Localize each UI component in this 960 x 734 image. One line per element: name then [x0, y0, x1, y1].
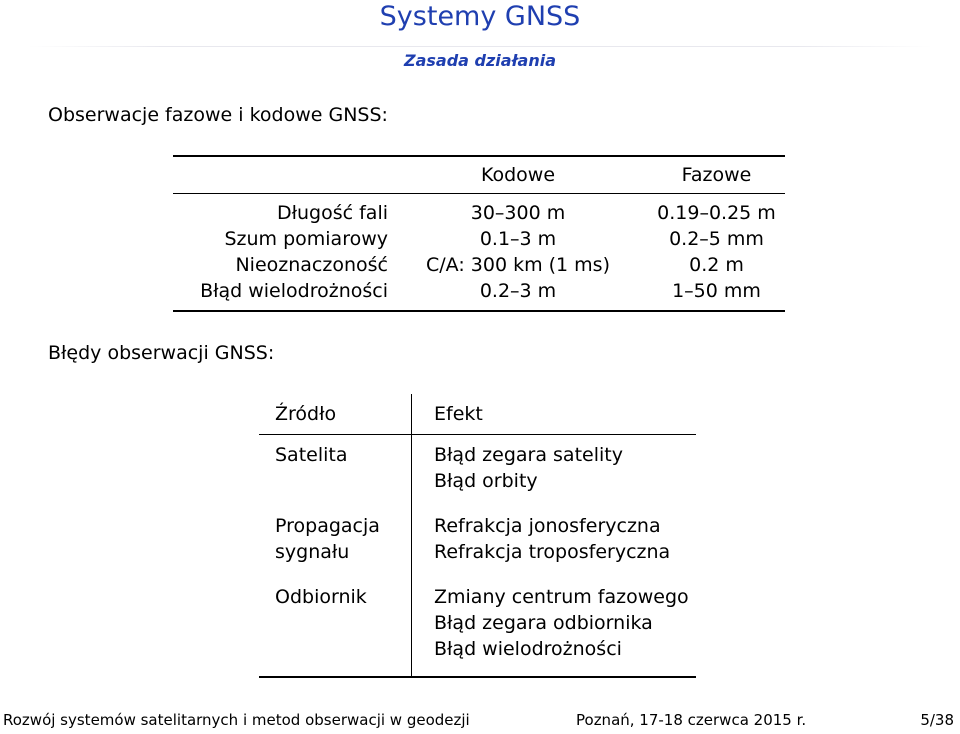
table-header-row	[173, 157, 785, 194]
table-row	[173, 278, 785, 311]
errors-table	[259, 394, 696, 678]
slide-title: Systemy GNSS	[379, 1, 581, 32]
footer-date: Poznań, 17-18 czerwca 2015 r.	[576, 711, 807, 729]
slide-subtitle: Zasada działania	[403, 51, 557, 70]
source-line: Propagacja	[275, 515, 380, 537]
table-row	[173, 200, 785, 226]
observations-table	[173, 155, 785, 312]
effect-line: Refrakcja troposferyczna	[434, 541, 671, 563]
header-source: Źródło	[259, 394, 412, 435]
phase-value: 0.2 m	[689, 254, 744, 276]
header-effect: Efekt	[412, 394, 697, 435]
phase-value: 0.2–5 mm	[669, 228, 764, 250]
header-empty	[173, 157, 388, 194]
source-line: Odbiornik	[275, 586, 367, 608]
source-line: Satelita	[275, 444, 348, 466]
code-value: C/A: 300 km (1 ms)	[426, 254, 610, 276]
row-label: Długość fali	[276, 202, 388, 224]
section-label-observations: Obserwacje fazowe i kodowe GNSS:	[48, 104, 388, 126]
footer-title: Rozwój systemów satelitarnych i metod obserwacji w geodezji	[3, 711, 470, 729]
effect-line: Zmiany centrum fazowego	[434, 586, 689, 608]
row-label: Szum pomiarowy	[224, 228, 388, 250]
source-line: sygnału	[275, 541, 350, 563]
source-cell	[259, 506, 412, 577]
phase-value: 1–50 mm	[672, 280, 761, 302]
effect-cell	[412, 577, 697, 677]
code-value: 30–300 m	[470, 202, 566, 224]
effect-cell	[412, 506, 697, 577]
source-cell	[259, 577, 412, 677]
effect-line: Błąd zegara odbiornika	[434, 612, 653, 634]
phase-value: 0.19–0.25 m	[657, 202, 776, 224]
title-divider	[28, 46, 932, 47]
code-value: 0.1–3 m	[479, 228, 557, 250]
effect-cell	[412, 435, 697, 507]
effect-line: Błąd wielodrożności	[434, 638, 622, 660]
code-value: 0.2–3 m	[479, 280, 557, 302]
table-row	[173, 252, 785, 278]
effect-line: Błąd zegara satelity	[434, 444, 623, 466]
row-label: Błąd wielodrożności	[200, 280, 388, 302]
table-header-row	[259, 394, 696, 435]
table-row	[173, 226, 785, 252]
table-row	[259, 435, 696, 507]
section-label-errors: Błędy obserwacji GNSS:	[48, 342, 275, 364]
effect-line: Błąd orbity	[434, 470, 538, 492]
header-code: Kodowe	[480, 164, 556, 186]
slide-footer	[0, 709, 960, 734]
table-row	[259, 577, 696, 677]
source-cell	[259, 435, 412, 507]
table-row	[259, 506, 696, 577]
row-label: Nieoznaczoność	[235, 254, 388, 276]
header-phase: Fazowe	[681, 164, 752, 186]
page-number: 5/38	[920, 711, 954, 729]
effect-line: Refrakcja jonosferyczna	[434, 515, 661, 537]
